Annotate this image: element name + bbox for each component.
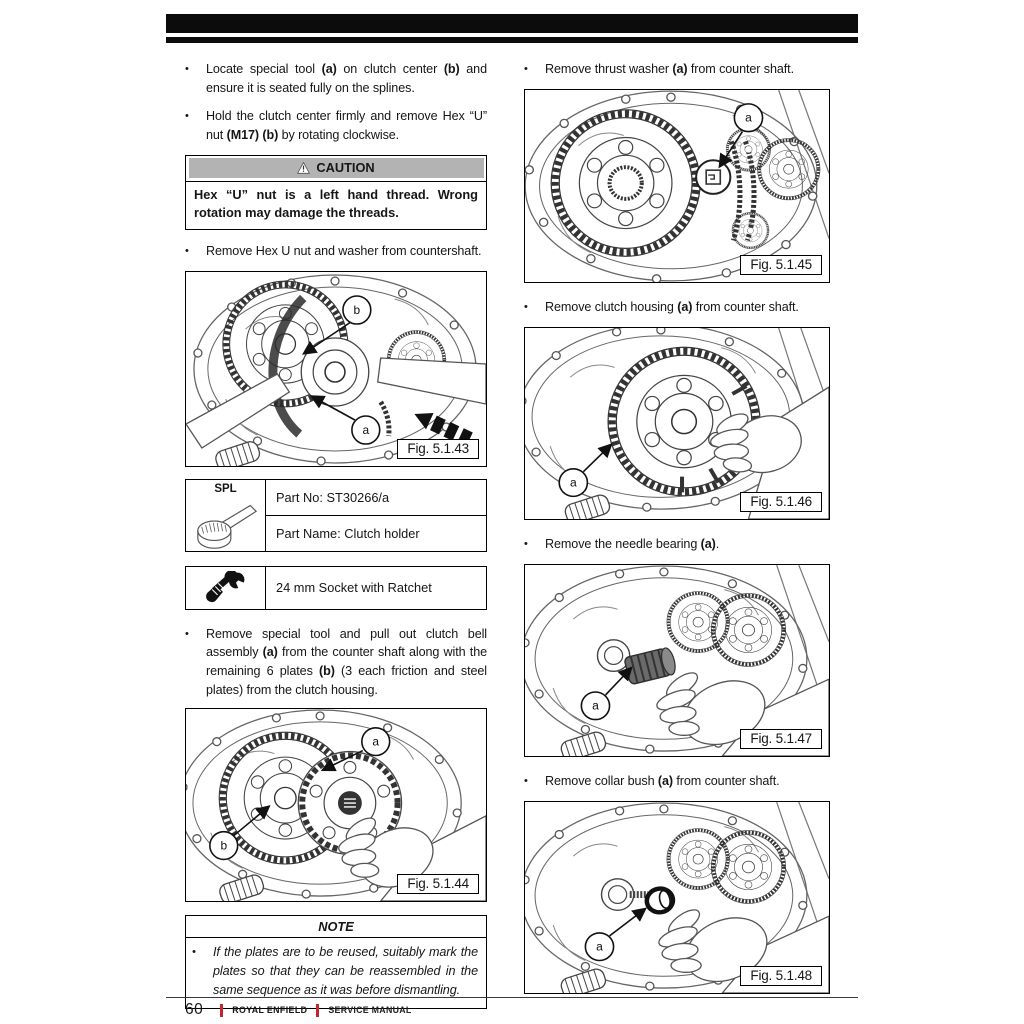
svg-text:b: b: [220, 838, 228, 853]
callout-a: [734, 104, 762, 132]
caution-text: Hex “U” nut is a left hand thread. Wrong rotation may damage the threads.: [186, 181, 486, 229]
figure-5-1-45: [524, 89, 830, 283]
figure-5-1-46: [524, 327, 830, 520]
socket-text: 24 mm Socket with Ratchet: [276, 580, 432, 596]
warning-triangle-icon: [297, 162, 310, 174]
figure-label: Fig. 5.1.46: [740, 492, 822, 512]
callout-a: [559, 469, 587, 497]
clutch-housing-illustration: [525, 328, 829, 519]
figure-label: Fig. 5.1.45: [740, 255, 822, 275]
bullet-dot: •: [185, 627, 189, 640]
callout-a: [362, 728, 390, 756]
bullet-dot: •: [524, 300, 528, 313]
bullet-text: Remove the needle bearing (a).: [545, 536, 720, 551]
bullet-text: Remove special tool and pull out clutch bell assembly (a) from the counter shaft along with the remaining 6 plates (b) (3 each friction and steel plates) from the clutch housing.: [206, 626, 487, 698]
bullet-text: Remove clutch housing (a) from counter shaft.: [545, 299, 799, 314]
bullet-dot: •: [524, 774, 528, 787]
socket-ratchet-icon: [186, 567, 266, 609]
collar-bush-illustration: [525, 802, 829, 993]
bullet-locate-special-tool: [185, 60, 487, 98]
special-tool-cell: [186, 480, 266, 551]
bullet-dot: •: [185, 63, 189, 75]
svg-text:a: a: [372, 734, 380, 749]
clutch-center-illustration: [186, 272, 486, 466]
figure-label: Fig. 5.1.43: [397, 439, 479, 459]
figure-label: Fig. 5.1.44: [397, 874, 479, 894]
bullet-dot: •: [185, 109, 189, 122]
socket-tool-table: [185, 566, 487, 610]
callout-a: [581, 692, 609, 720]
svg-text:a: a: [569, 475, 577, 490]
bullet-text: Remove thrust washer (a) from counter shaft.: [545, 62, 794, 76]
svg-text:a: a: [745, 110, 752, 125]
footer-red-bar: [316, 1004, 319, 1017]
svg-text:b: b: [353, 302, 361, 317]
footer-divider: [166, 997, 858, 998]
svg-text:a: a: [362, 422, 370, 437]
clutch-holder-tool-icon: [192, 495, 260, 549]
caution-box: [185, 155, 487, 230]
clutch-bell-illustration: [186, 709, 486, 901]
footer: [185, 1001, 412, 1019]
footer-manual-title: SERVICE MANUAL: [328, 1005, 412, 1015]
note-box: [185, 915, 487, 1009]
figure-5-1-48: [524, 801, 830, 994]
figure-label: Fig. 5.1.47: [740, 729, 822, 749]
part-no: Part No: ST30266/a: [276, 489, 390, 505]
bullet-remove-collar-bush: [524, 772, 830, 791]
bullet-dot: •: [192, 946, 196, 959]
part-name: Part Name: Clutch holder: [266, 515, 486, 551]
page-number: 60: [185, 1001, 204, 1018]
special-tool-table: [185, 479, 487, 552]
callout-a: [352, 416, 380, 444]
bullet-text: Remove collar bush (a) from counter shaft.: [545, 773, 780, 788]
left-column: [185, 55, 487, 1009]
footer-red-bar: [220, 1004, 223, 1017]
note-text: If the plates are to be reused, suitably mark the plates so that they can be reassembled in the same sequence as it was before dismantling.: [213, 945, 478, 997]
bullet-remove-special-tool: [185, 625, 487, 701]
bullet-text: Locate special tool (a) on clutch center (b) and ensure it is seated fully on the splines.: [206, 62, 487, 95]
bullet-text: Hold the clutch center firmly and remove Hex “U” nut (M17) (b) by rotating clockwise.: [206, 108, 487, 142]
bullet-remove-hex-nut: [185, 242, 487, 261]
callout-b: [343, 296, 371, 324]
figure-5-1-43: [185, 271, 487, 467]
bullet-remove-clutch-housing: [524, 298, 830, 317]
bullet-hold-clutch-center: [185, 107, 487, 145]
needle-bearing-illustration: [525, 565, 829, 756]
right-column: [524, 55, 830, 994]
caution-header: [189, 158, 484, 178]
spl-tag: SPL: [214, 482, 237, 495]
svg-text:a: a: [596, 939, 603, 954]
figure-label: Fig. 5.1.48: [740, 966, 822, 986]
bullet-dot: •: [524, 537, 528, 550]
footer-brand: ROYAL ENFIELD: [232, 1005, 308, 1015]
caution-title: CAUTION: [316, 160, 375, 176]
header-bar-thick: [166, 14, 858, 33]
figure-5-1-44: [185, 708, 487, 902]
callout-a: [585, 933, 613, 961]
figure-5-1-47: [524, 564, 830, 757]
header-bar-thin: [166, 37, 858, 43]
callout-b: [210, 832, 238, 860]
thrust-washer-illustration: [525, 90, 829, 282]
note-title: NOTE: [186, 916, 486, 938]
bullet-dot: •: [185, 244, 189, 257]
bullet-remove-needle-bearing: [524, 535, 830, 554]
bullet-dot: •: [524, 63, 528, 75]
bullet-text: Remove Hex U nut and washer from countershaft.: [206, 243, 482, 258]
bullet-remove-thrust-washer: [524, 60, 830, 79]
svg-text:a: a: [592, 698, 599, 713]
